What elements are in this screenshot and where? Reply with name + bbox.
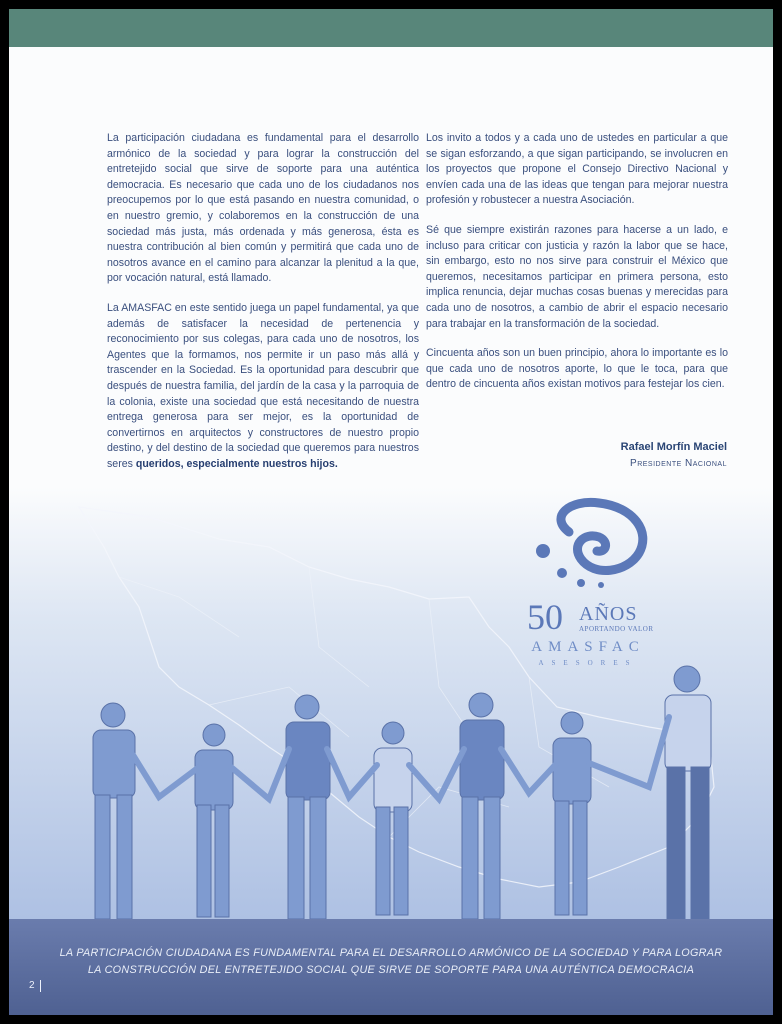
letter-paragraph: Sé que siempre existirán razones para hacerse a un lado, e incluso para criticar con justicia y razón la labor que se hace, sin embargo, esto no nos sirve para construir el México que queremos, necesitamos participar en primera persona, esto implica renuncia, dejar muchas cosas buenas y merecidas para cada uno de nosotros, a cambio de abrir el espacio necesario para trabajar en la transformación de la sociedad. (426, 223, 728, 330)
page (9, 9, 773, 1015)
letter-paragraph: Cincuenta años son un buen principio, ahora lo importante es lo que cada uno de nosotros aporte, lo que le toca, para que dentro de cincuenta años existan motivos para festejar los cien. (426, 347, 728, 391)
group-photo (9, 487, 773, 1015)
logo-tagline: APORTANDO VALOR (579, 625, 654, 633)
photo-caption-line-2: LA CONSTRUCCIÓN DEL ENTRETEJIDO SOCIAL QUE SIRVE DE SOPORTE PARA UNA AUTÉNTICA DEMOCRACIA (87, 964, 695, 976)
logo-years: AÑOS (579, 603, 638, 625)
letter-paragraph-text: La AMASFAC en este sentido juega un papel fundamental, ya que además de satisfacer la necesidad de pertenencia y reconocimiento por sus colegas, para cada uno de nosotros, los Agentes que la formamos, nos permite ir un paso más allá y trascender en la Sociedad. Es la oportunidad para descubrir que después de nuestra familia, del jardín de la casa y la parroquia de la colonia, existe una sociedad que está necesitando de nuestra entrega generosa para ser mejor, es la oportunidad de convertirnos en arquitectos y constructores de nuestro propio destino, y del destino de la sociedad que queremos para nuestros seres (107, 301, 419, 470)
signature-name: Rafael Morfín Maciel (620, 441, 727, 453)
logo-subbrand: ASESORES (538, 659, 638, 667)
logo-number: 50 (527, 597, 563, 637)
letter-left-column (107, 131, 419, 472)
signature-title: Presidente Nacional (630, 458, 727, 469)
letter-right-column (426, 131, 728, 407)
top-band (9, 9, 773, 47)
letter-paragraph: Los invito a todos y a cada uno de ustedes en particular a que se sigan esforzando, a que sigan participando, se involucren en los proyectos que propone el Consejo Directivo Nacional y envíen cada una de las ideas que tengan para mejorar nuestra profesión y robustecer a nuestra Asociación. (426, 132, 728, 207)
photo-caption-line-1: LA PARTICIPACIÓN CIUDADANA ES FUNDAMENTAL PARA EL DESARROLLO ARMÓNICO DE LA SOCIEDAD Y PARA LOGRAR (59, 947, 723, 959)
page-number: 2 (29, 980, 41, 992)
letter-closing: queridos, especialmente nuestros hijos. (135, 457, 338, 470)
letter-paragraph: La participación ciudadana es fundamental para el desarrollo armónico de la sociedad y para lograr la construcción del entretejido social que sirve de soporte para una auténtica democracia. Es necesario que cada uno de los ciudadanos nos preocupemos por lo que está pasando en nuestra comunidad, o en nuestro gremio, y colaboremos en la construcción de una sociedad más justa, más ordenada y más generosa, ésta es nuestra contribución al bien común y permitirá que cada uno de nosotros avance en el camino para alcanzar la plenitud a la que, por vocación natural, está llamado. (107, 132, 419, 285)
letter-paragraph (107, 301, 419, 473)
logo-brand: AMASFAC (531, 639, 645, 655)
